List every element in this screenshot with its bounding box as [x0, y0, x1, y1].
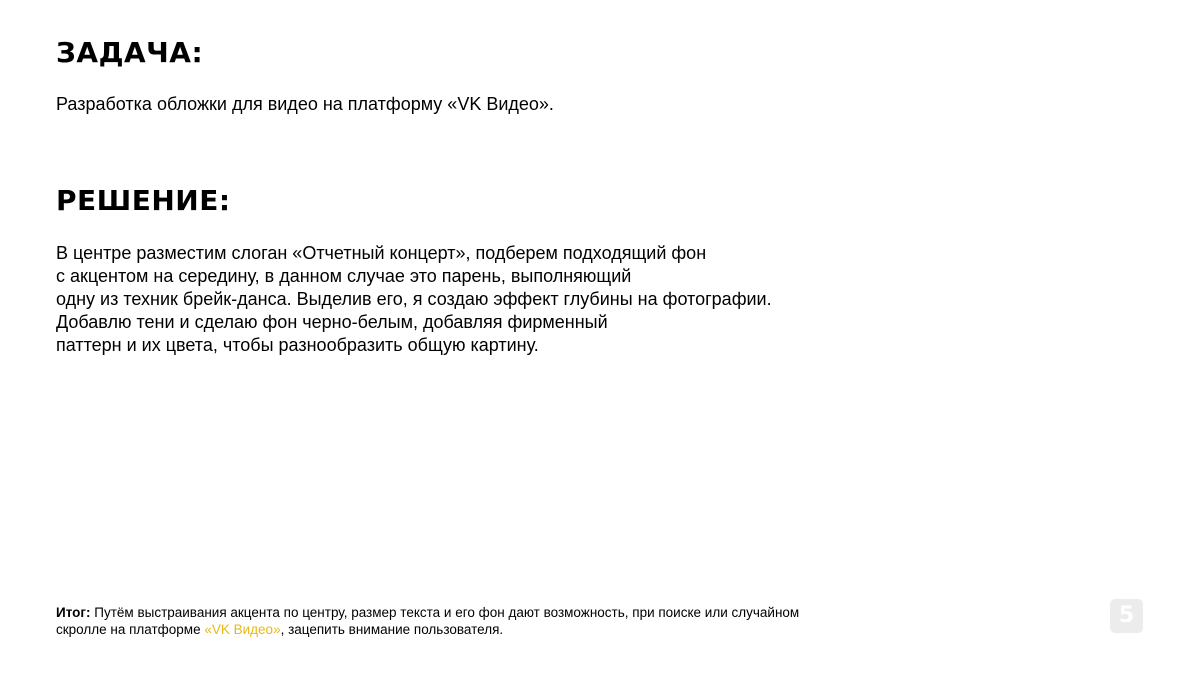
page-number-badge: 5: [1110, 599, 1143, 633]
summary-text-3: , зацепить внимание пользователя.: [280, 622, 504, 637]
solution-line: одну из техник брейк-данса. Выделив его, я создаю эффект глубины на фотографии.: [56, 289, 772, 309]
solution-line: паттерн и их цвета, чтобы разнообразить общую картину.: [56, 335, 539, 355]
solution-line: Добавлю тени и сделаю фон черно-белым, добавляя фирменный: [56, 312, 608, 332]
summary-line-2: [56, 621, 799, 638]
summary: [56, 604, 799, 638]
solution-text: [56, 242, 772, 357]
summary-line-1: [56, 604, 799, 621]
summary-text-1: Путём выстраивания акцента по центру, размер текста и его фон дают возможность, при поиске или случайном: [90, 605, 800, 620]
summary-text-2: скролле на платформе: [56, 622, 205, 637]
task-heading: ЗАДАЧА:: [56, 36, 204, 69]
solution-line: с акцентом на середину, в данном случае это парень, выполняющий: [56, 266, 632, 286]
vk-video-highlight: «VK Видео»: [204, 622, 281, 637]
solution-heading: РЕШЕНИЕ:: [56, 184, 231, 217]
solution-line: В центре разместим слоган «Отчетный концерт», подберем подходящий фон: [56, 243, 707, 263]
summary-label: Итог:: [56, 605, 91, 620]
task-text: Разработка обложки для видео на платформу «VK Видео».: [56, 94, 554, 114]
